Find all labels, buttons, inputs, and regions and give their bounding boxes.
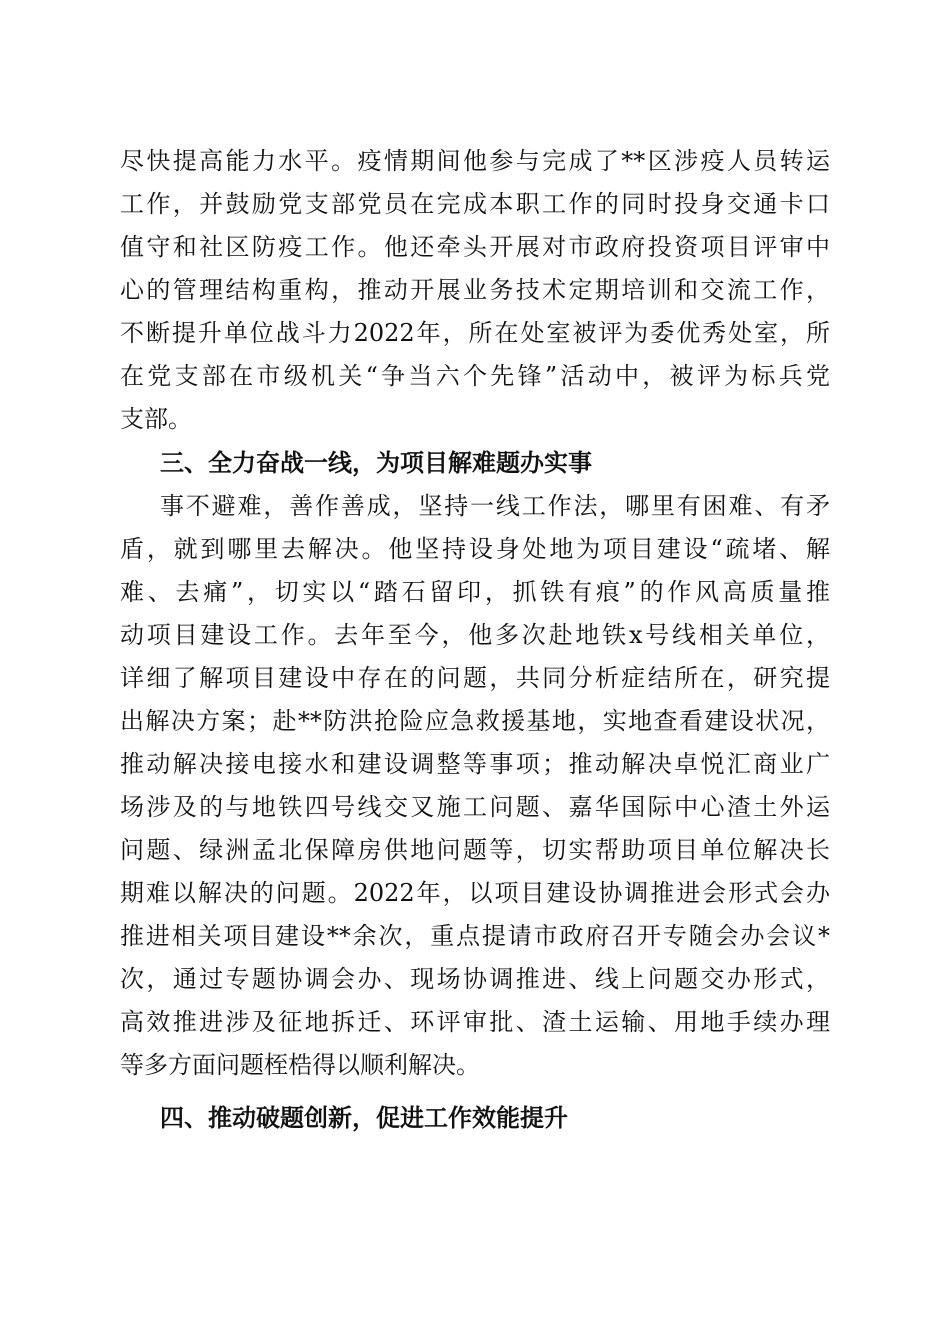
text-line: 出解决方案；赴**防洪抢险应急救援基地，实地查看建设状况， xyxy=(120,707,830,735)
text-line: 值守和社区防疫工作。他还牵头开展对市政府投资项目评审中 xyxy=(120,233,830,261)
text-line: 在党支部在市级机关“争当六个先锋”活动中，被评为标兵党 xyxy=(120,362,830,390)
text-line: 问题、绿洲孟北保障房供地问题等，切实帮助项目单位解决长 xyxy=(120,836,830,864)
text-line: 工作，并鼓励党支部党员在完成本职工作的同时投身交通卡口 xyxy=(120,190,830,218)
text-line: 难、去痛”，切实以“踏石留印，抓铁有痕”的作风高质量推 xyxy=(120,578,830,606)
text-line: 心的管理结构重构，推动开展业务技术定期培训和交流工作， xyxy=(120,276,830,304)
text-line: 事不避难，善作善成，坚持一线工作法，哪里有困难、有矛 xyxy=(160,492,830,520)
text-line: 详细了解项目建设中存在的问题，共同分析症结所在，研究提 xyxy=(120,664,830,692)
section-heading-3: 三、全力奋战一线，为项目解难题办实事 xyxy=(160,449,592,477)
text-line: 盾，就到哪里去解决。他坚持设身处地为项目建设“疏堵、解 xyxy=(120,535,830,563)
text-line: 支部。 xyxy=(120,405,192,433)
section-heading-4: 四、推动破题创新，促进工作效能提升 xyxy=(160,1104,568,1132)
text-line: 推进相关项目建设**余次，重点提请市政府召开专随会办会议* xyxy=(120,922,830,950)
text-line: 高效推进涉及征地拆迁、环评审批、渣土运输、用地手续办理 xyxy=(120,1008,830,1036)
text-line: 次，通过专题协调会办、现场协调推进、线上问题交办形式， xyxy=(120,965,830,993)
text-line: 尽快提高能力水平。疫情期间他参与完成了**区涉疫人员转运 xyxy=(120,147,830,175)
text-line: 场涉及的与地铁四号线交叉施工问题、嘉华国际中心渣土外运 xyxy=(120,793,830,821)
text-line: 期难以解决的问题。2022年，以项目建设协调推进会形式会办 xyxy=(120,879,830,907)
text-line: 动项目建设工作。去年至今，他多次赴地铁x号线相关单位， xyxy=(120,621,830,649)
text-line: 推动解决接电接水和建设调整等事项；推动解决卓悦汇商业广 xyxy=(120,750,830,778)
text-line: 等多方面问题桎梏得以顺利解决。 xyxy=(120,1051,480,1079)
text-line: 不断提升单位战斗力2022年，所在处室被评为委优秀处室，所 xyxy=(120,319,830,347)
